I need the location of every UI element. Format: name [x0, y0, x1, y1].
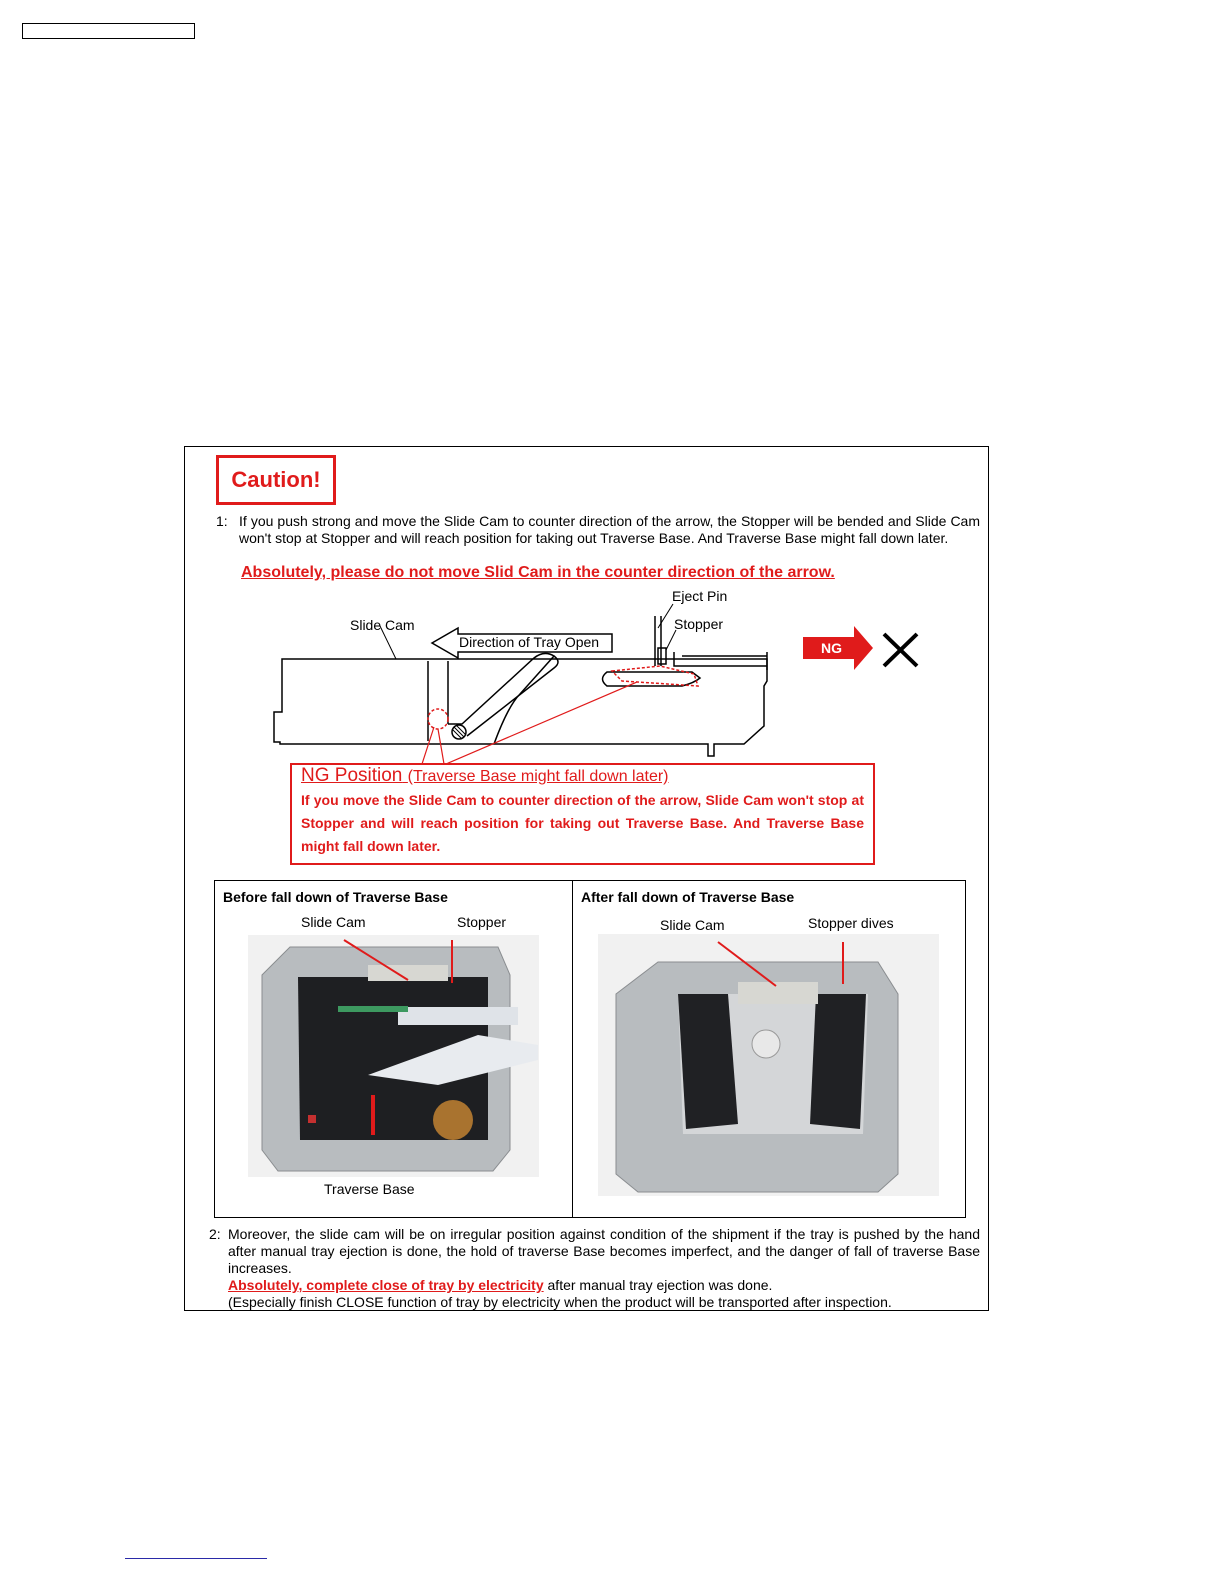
before-title: Before fall down of Traverse Base	[223, 889, 448, 905]
direction-label: Direction of Tray Open	[459, 634, 600, 650]
horizontal-slot	[603, 672, 701, 686]
ng-label: NG	[821, 640, 842, 656]
eject-pin-label: Eject Pin	[672, 588, 728, 604]
after-stopper-label: Stopper dives	[808, 915, 894, 931]
note-2-emphasis-tail: after manual tray ejection was done.	[543, 1277, 773, 1293]
before-slide-cam-label: Slide Cam	[301, 914, 366, 930]
ng-position-title	[301, 765, 669, 787]
note-1-number: 1:	[216, 513, 228, 529]
caution-badge	[216, 455, 336, 505]
after-photo	[598, 934, 939, 1196]
after-title: After fall down of Traverse Base	[581, 889, 795, 905]
note-2-number: 2:	[209, 1226, 221, 1242]
note-2-emphasis-line	[228, 1277, 980, 1294]
ng-position-title-main: NG Position	[301, 765, 403, 786]
stopper-ng-region	[612, 666, 698, 686]
note-2-emphasis: Absolutely, complete close of tray by electricity	[228, 1277, 544, 1293]
note-2	[209, 1226, 980, 1311]
before-traverse-base-label: Traverse Base	[324, 1181, 415, 1197]
after-slide-cam-label: Slide Cam	[660, 917, 725, 933]
ng-position-title-sub: (Traverse Base might fall down later)	[407, 768, 669, 785]
footer-rule	[125, 1558, 267, 1559]
note-2-closing: (Especially finish CLOSE function of tray by electricity when the product will be transported after inspection.	[228, 1294, 892, 1310]
caution-title: Caution!	[231, 467, 321, 492]
before-photo	[248, 935, 539, 1177]
note-2-body	[228, 1226, 980, 1311]
ng-cross-icon	[884, 634, 917, 666]
photo-table-divider	[572, 880, 573, 1218]
note-2-text: Moreover, the slide cam will be on irregular position against condition of the shipment if the tray is pushed by the hand after manual tray ejection is done, the hold of traverse Base becomes imperfect, and the danger of fall of traverse Base increases.	[228, 1226, 980, 1276]
warning-1: Absolutely, please do not move Slid Cam in the counter direction of the arrow.	[241, 564, 835, 581]
slide-cam-label: Slide Cam	[350, 617, 415, 633]
note-1	[216, 513, 980, 547]
stopper-label: Stopper	[674, 616, 724, 632]
tray-rail	[682, 652, 767, 670]
stopper	[658, 648, 666, 664]
cam-groove-lower	[467, 656, 558, 736]
ng-position-text: If you move the Slide Cam to counter direction of the arrow, Slide Cam won't stop at Stopper and will reach position for taking out Traverse Base. And Traverse Base might fall down later.	[301, 792, 864, 854]
header-box	[22, 23, 195, 39]
slide-cam-diagram	[262, 586, 926, 764]
before-stopper-label: Stopper	[457, 914, 507, 930]
note-1-text: If you push strong and move the Slide Cam to counter direction of the arrow, the Stopper will be bended and Slide Cam won't stop at Stopper and will reach position for taking out Traverse Base. And Traverse Base might fall down later.	[239, 513, 980, 546]
ng-circle	[428, 709, 448, 729]
